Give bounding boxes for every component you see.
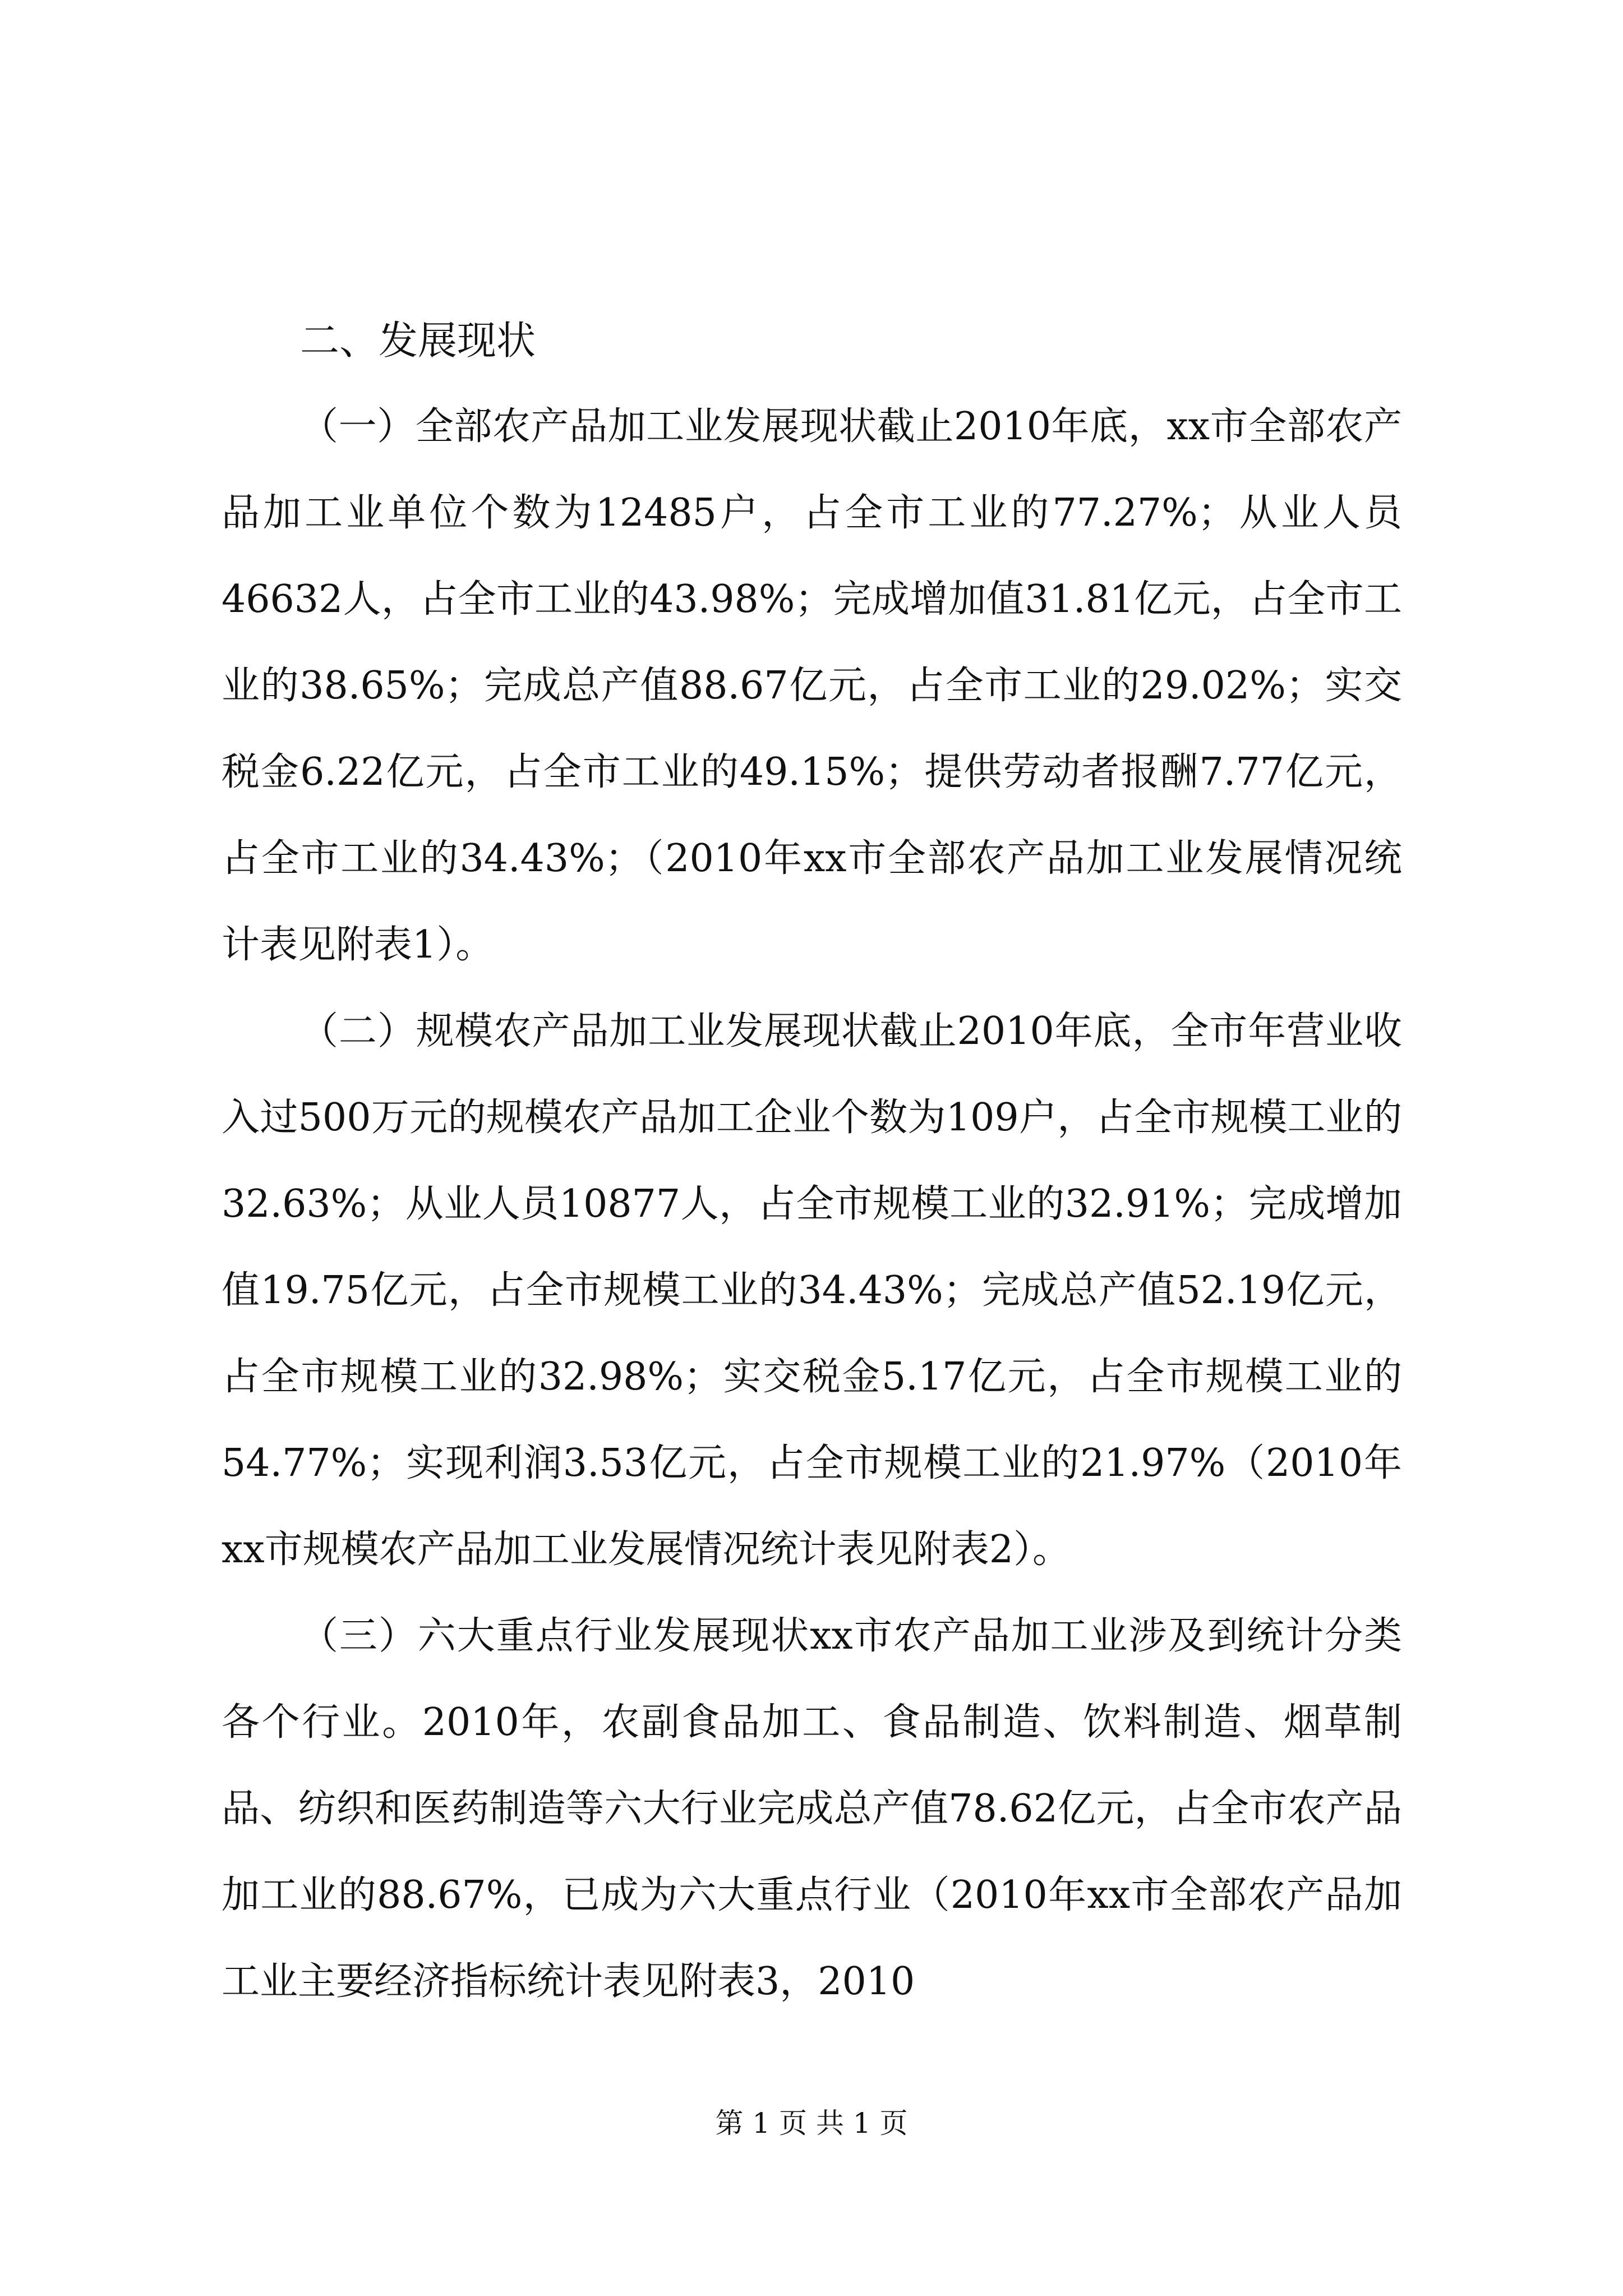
page-footer: 第 1 页 共 1 页 bbox=[715, 2107, 908, 2139]
document-body bbox=[222, 297, 1402, 2025]
paragraph-3: （三）六大重点行业发展现状xx市农产品加工业涉及到统计分类各个行业。2010年，农副食品加工、食品制造、饮料制造、烟草制品、纺织和医药制造等六大行业完成总产值78.62亿元，占全市农产品加工业的88.67%，已成为六大重点行业（2010年xx市全部农产品加工业主要经济指标统计表见附表3，2010 bbox=[222, 1614, 1402, 2004]
paragraph-2: （二）规模农产品加工业发展现状截止2010年底，全市年营业收入过500万元的规模农产品加工企业个数为109户，占全市规模工业的32.63%；从业人员10877人，占全市规模工业的32.91%；完成增加值19.75亿元，占全市规模工业的34.43%；完成总产值52.19亿元，占全市规模工业的32.98%；实交税金5.17亿元，占全市规模工业的54.77%；实现利润3.53亿元，占全市规模工业的21.97%（2010年xx市规模农产品加工业发展情况统计表见附表2）。 bbox=[222, 1009, 1402, 1572]
section-heading: 二、发展现状 bbox=[300, 318, 536, 364]
paragraph-1: （一）全部农产品加工业发展现状截止2010年底，xx市全部农产品加工业单位个数为12485户，占全市工业的77.27%；从业人员46632人，占全市工业的43.98%；完成增加值31.81亿元，占全市工业的38.65%；完成总产值88.67亿元，占全市工业的29.02%；实交税金6.22亿元，占全市工业的49.15%；提供劳动者报酬7.77亿元，占全市工业的34.43%；（2010年xx市全部农产品加工业发展情况统计表见附表1）。 bbox=[222, 404, 1402, 967]
